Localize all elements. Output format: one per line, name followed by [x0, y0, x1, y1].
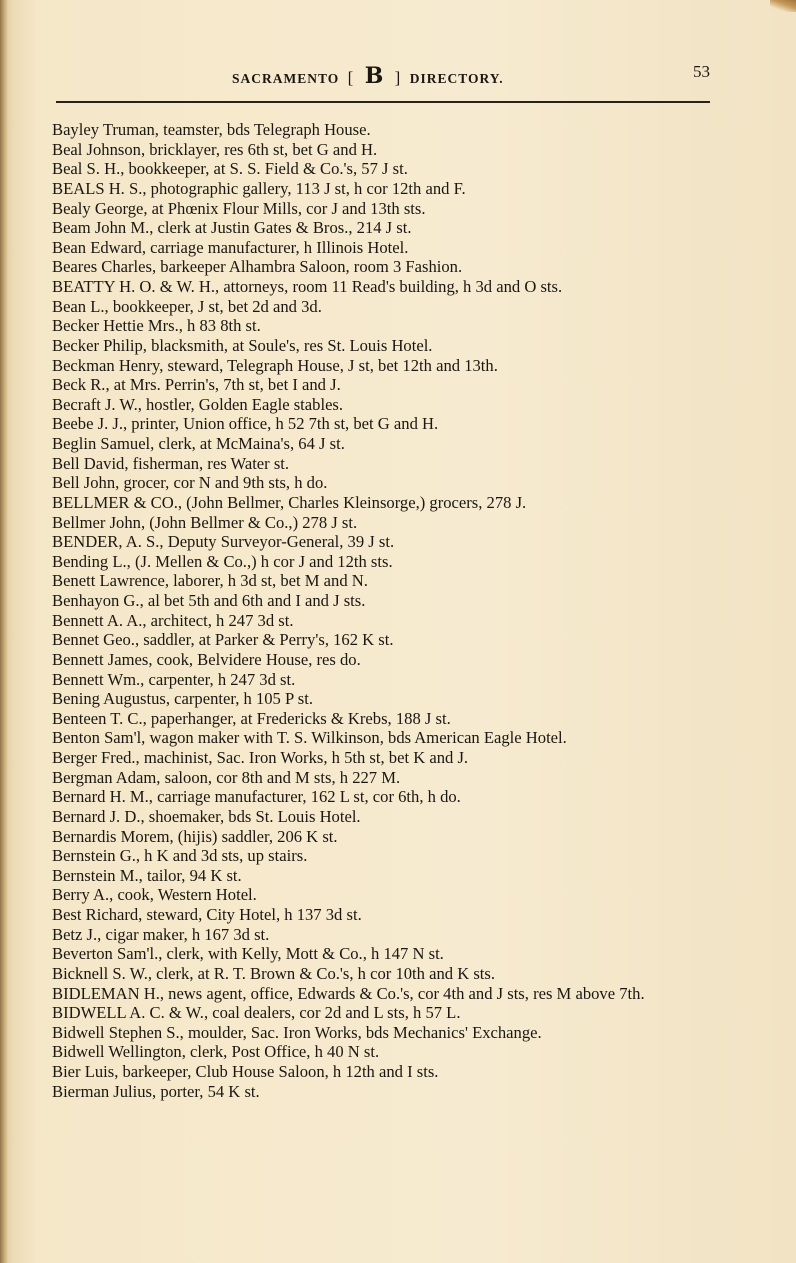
- directory-entry: Benton Sam'l, wagon maker with T. S. Wilkinson, bds American Eagle Hotel.: [52, 728, 567, 748]
- directory-entry: Bending L., (J. Mellen & Co.,) h cor J and 12th sts.: [52, 551, 393, 571]
- directory-entry: Bealy George, at Phœnix Flour Mills, cor J and 13th sts.: [52, 198, 426, 218]
- directory-entry: Becraft J. W., hostler, Golden Eagle stables.: [52, 394, 344, 414]
- directory-entry: Bennett Wm., carpenter, h 247 3d st.: [52, 669, 296, 689]
- directory-entry: Betz J., cigar maker, h 167 3d st.: [52, 924, 270, 944]
- directory-entry: Bicknell S. W., clerk, at R. T. Brown & Co.'s, h cor 10th and K sts.: [52, 963, 496, 983]
- directory-entry: Bell David, fisherman, res Water st.: [52, 453, 290, 473]
- directory-entry: Becker Philip, blacksmith, at Soule's, res St. Louis Hotel.: [52, 335, 433, 355]
- page-corner-stain: [770, 0, 796, 12]
- directory-entry: Beares Charles, barkeeper Alhambra Saloon, room 3 Fashion.: [52, 257, 463, 277]
- page-header: [0, 60, 796, 89]
- directory-entry: Berry A., cook, Western Hotel.: [52, 885, 257, 905]
- directory-entry: Bayley Truman, teamster, bds Telegraph House.: [52, 120, 371, 139]
- running-head-bracket-close: ]: [394, 68, 402, 87]
- directory-entry: Beal Johnson, bricklayer, res 6th st, bet G and H.: [52, 139, 378, 159]
- directory-entry: Bergman Adam, saloon, cor 8th and M sts, h 227 M.: [52, 767, 401, 787]
- directory-entry: Bidwell Wellington, clerk, Post Office, h 40 N st.: [52, 1042, 380, 1062]
- directory-entry: Bell John, grocer, cor N and 9th sts, h do.: [52, 473, 328, 493]
- directory-entry: Bening Augustus, carpenter, h 105 P st.: [52, 689, 313, 709]
- directory-entry: Berger Fred., machinist, Sac. Iron Works, h 5th st, bet K and J.: [52, 748, 469, 767]
- directory-entry: Bernard J. D., shoemaker, bds St. Louis Hotel.: [52, 806, 361, 826]
- directory-entry: Beam John M., clerk at Justin Gates & Bros., 214 J st.: [52, 218, 412, 238]
- directory-entry: BIDLEMAN H., news agent, office, Edwards & Co.'s, cor 4th and J sts, res M above 7th.: [52, 983, 645, 1003]
- directory-entry: Benhayon G., al bet 5th and 6th and I and J sts.: [52, 591, 366, 610]
- page-spine-shadow: [0, 0, 8, 1263]
- directory-entry: BIDWELL A. C. & W., coal dealers, cor 2d and L sts, h 57 L.: [52, 1003, 461, 1023]
- directory-entry: Bennet Geo., saddler, at Parker & Perry's, 162 K st.: [52, 630, 394, 650]
- directory-entries: [52, 120, 717, 1101]
- directory-entry: Bean L., bookkeeper, J st, bet 2d and 3d.: [52, 296, 322, 316]
- directory-entry: BEATTY H. O. & W. H., attorneys, room 11 Read's building, h 3d and O sts.: [52, 277, 563, 296]
- directory-entry: Bernardis Morem, (hijis) saddler, 206 K st.: [52, 826, 338, 846]
- directory-entry: Bernstein G., h K and 3d sts, up stairs.: [52, 846, 308, 866]
- directory-entry: Bierman Julius, porter, 54 K st.: [52, 1081, 260, 1101]
- directory-entry: Benteen T. C., paperhanger, at Fredericks & Krebs, 188 J st.: [52, 708, 451, 728]
- directory-entry: Beck R., at Mrs. Perrin's, 7th st, bet I and J.: [52, 375, 341, 395]
- directory-entry: Benett Lawrence, laborer, h 3d st, bet M and N.: [52, 571, 368, 591]
- directory-entry: Beglin Samuel, clerk, at McMaina's, 64 J st.: [52, 434, 345, 453]
- running-head-right: DIRECTORY.: [409, 71, 504, 86]
- directory-entry: Beebe J. J., printer, Union office, h 52 7th st, bet G and H.: [52, 414, 439, 434]
- directory-entry: Bier Luis, barkeeper, Club House Saloon, h 12th and I sts.: [52, 1062, 439, 1081]
- directory-entry: Bennett James, cook, Belvidere House, res do.: [52, 649, 361, 669]
- directory-entry: Bernstein M., tailor, 94 K st.: [52, 865, 242, 885]
- directory-entry: Bidwell Stephen S., moulder, Sac. Iron Works, bds Mechanics' Exchange.: [52, 1022, 542, 1042]
- running-head-left: SACRAMENTO: [232, 71, 340, 86]
- directory-entry: Best Richard, steward, City Hotel, h 137 3d st.: [52, 905, 362, 924]
- running-head: [232, 63, 504, 89]
- directory-entry: Bennett A. A., architect, h 247 3d st.: [52, 610, 294, 630]
- directory-entry: BEALS H. S., photographic gallery, 113 J st, h cor 12th and F.: [52, 178, 466, 198]
- running-head-bracket-open: [: [347, 68, 355, 87]
- directory-entry: Beckman Henry, steward, Telegraph House, J st, bet 12th and 13th.: [52, 355, 498, 375]
- directory-entry: BENDER, A. S., Deputy Surveyor-General, 39 J st.: [52, 532, 395, 552]
- header-rule: [56, 101, 710, 103]
- directory-entry: Beverton Sam'l., clerk, with Kelly, Mott & Co., h 147 N st.: [52, 944, 444, 964]
- section-letter: B: [364, 63, 385, 89]
- page-number: 53: [693, 62, 710, 81]
- directory-entry: Beal S. H., bookkeeper, at S. S. Field & Co.'s, 57 J st.: [52, 159, 408, 179]
- directory-entry: Bean Edward, carriage manufacturer, h Illinois Hotel.: [52, 237, 409, 257]
- directory-entry: Becker Hettie Mrs., h 83 8th st.: [52, 316, 261, 336]
- directory-entry: Bellmer John, (John Bellmer & Co.,) 278 J st.: [52, 512, 358, 532]
- directory-entry: Bernard H. M., carriage manufacturer, 162 L st, cor 6th, h do.: [52, 787, 461, 807]
- directory-entry: BELLMER & CO., (John Bellmer, Charles Kleinsorge,) grocers, 278 J.: [52, 492, 527, 512]
